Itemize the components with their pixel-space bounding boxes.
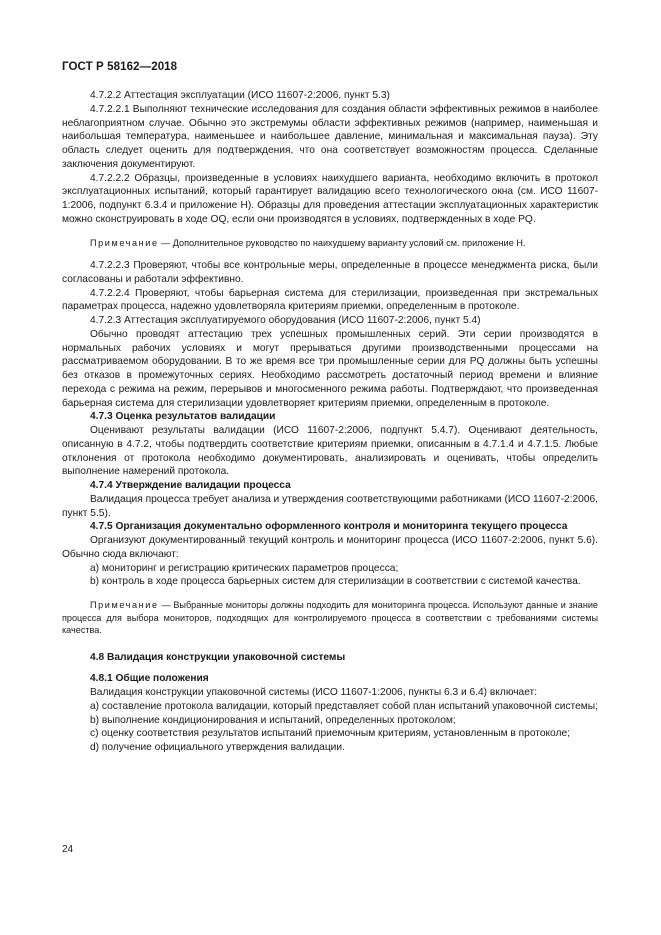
heading-4-7-3: 4.7.3 Оценка результатов валидации xyxy=(90,411,276,423)
note-worst-case xyxy=(62,237,598,250)
design-validation-paragraph: Валидация конструкции упаковочной системы (ИСО 11607-1:2006, пункты 6.3 и 6.4) включает: xyxy=(90,687,538,698)
clause-4-7-2-3: 4.7.2.3 Аттестация эксплуатируемого оборудования (ИСО 11607-2:2006, пункт 5.4) xyxy=(90,315,481,326)
standard-header: ГОСТ Р 58162—2018 xyxy=(62,61,178,73)
note-label: Примечание xyxy=(90,237,159,248)
approval-paragraph: Валидация процесса требует анализа и утверждения соответствующими работниками (ИСО 11607-2:2006, пункт 5.5). xyxy=(62,493,599,519)
document-body xyxy=(62,89,598,755)
note-label: Примечание xyxy=(90,600,159,610)
clause-4-7-2-2-1: 4.7.2.2.1 Выполняют технические исследования для создания области эффективных режимов в наиболее неблагоприятном случае. Обычно это экстремумы области эффективных режимов (например, наименьшая и наибольшая температура, наименьшее и наибольшее давление, минимальная и максимальная пауза). Эту область следует оценить для подтверждения, что она соответствует возможностям процесса. Сделанные заключения документируют. xyxy=(62,103,598,170)
heading-4-7-4: 4.7.4 Утверждение валидации процесса xyxy=(90,480,291,491)
pq-paragraph: Обычно проводят аттестацию трех успешных промышленных серий. Эти серии производятся в нормальных рабочих условиях и могут прерываться другими производственными процессами на рассматриваемом оборудовании. В то же время все три промышленные серии для PQ должны быть успешны без отказов в промежуточных сериях. Необходимо рассмотреть достаточный период времени и влияние перехода с режима на режим, перерывов и многосменного режима работы. Подтверждают, что произведенная барьерная система для стерилизации удовлетворяет критериям приемки, определенным в протоколе. xyxy=(62,328,598,409)
list-item-c: c) оценку соответствия результатов испытаний приемочным критериям, установленным в протоколе; xyxy=(90,728,570,740)
clause-4-7-2-2: 4.7.2.2 Аттестация эксплуатации (ИСО 11607-2:2006, пункт 5.3) xyxy=(90,90,390,101)
list-item-d: d) получение официального утверждения валидации. xyxy=(90,742,345,753)
note-text: — Выбранные мониторы должны подходить для мониторинга процесса. Используют данные и знание процесса для выбора мониторов, подходящих для контролируемого процесса в соответствии с требованиями системы качества. xyxy=(62,600,598,635)
list-item-b: b) выполнение кондиционирования и испытаний, определенных протоколом; xyxy=(90,714,456,726)
clause-4-7-2-2-2: 4.7.2.2.2 Образцы, произведенные в условиях наихудшего варианта, необходимо включить в протокол эксплуатационных испытаний, который гарантирует валидацию всего технологического окна (см. ИСО 11607-1:2006, подпункт 6.3.4 и приложение Н). Образцы для проведения аттестации эксплуатационных характеристик можно сконструировать в ходе OQ, если они производятся в условиях, подтвержденных в ходе PQ. xyxy=(62,172,598,225)
heading-4-7-5: 4.7.5 Организация документально оформленного контроля и мониторинга текущего процесса xyxy=(90,521,568,533)
evaluation-paragraph: Оценивают результаты валидации (ИСО 11607-2:2006, подпункт 5.4.7). Оценивают деятельность, описанную в 4.7.2, чтобы подтвердить соответствие критериям приемки, описанным в 4.7.1.4 и 4.7.1.5. Любые отклонения от протокола необходимо документировать, анализировать и оценивать, чтобы определить выполнение намерений протокола. xyxy=(62,425,598,478)
monitoring-paragraph: Организуют документированный текущий контроль и мониторинг процесса (ИСО 11607-2:2006, пункт 5.6). Обычно сюда включают: xyxy=(62,535,598,560)
list-item-a: a) составление протокола валидации, который представляет собой план испытаний упаковочной системы; xyxy=(90,700,598,712)
heading-4-8: 4.8 Валидация конструкции упаковочной системы xyxy=(90,651,346,663)
heading-4-8-1: 4.8.1 Общие положения xyxy=(90,673,209,685)
list-item-b: b) контроль в ходе процесса барьерных систем для стерилизации в соответствии с системой качества. xyxy=(90,576,581,588)
list-item-a: a) мониторинг и регистрацию критических параметров процесса; xyxy=(90,562,399,574)
note-monitors xyxy=(62,599,598,637)
clause-4-7-2-2-3: 4.7.2.2.3 Проверяют, чтобы все контрольные меры, определенные в процессе менеджмента риска, были согласованы и работали эффективно. xyxy=(62,260,598,285)
clause-4-7-2-2-4: 4.7.2.2.4 Проверяют, чтобы барьерная система для стерилизации, произведенная при экстремальных параметрах процесса, надежно удовлетворяла критериям приемки, определенным в протоколе. xyxy=(62,287,598,313)
note-text: — Дополнительное руководство по наихудшему варианту условий см. приложение Н. xyxy=(158,237,526,248)
page-number: 24 xyxy=(62,844,74,855)
